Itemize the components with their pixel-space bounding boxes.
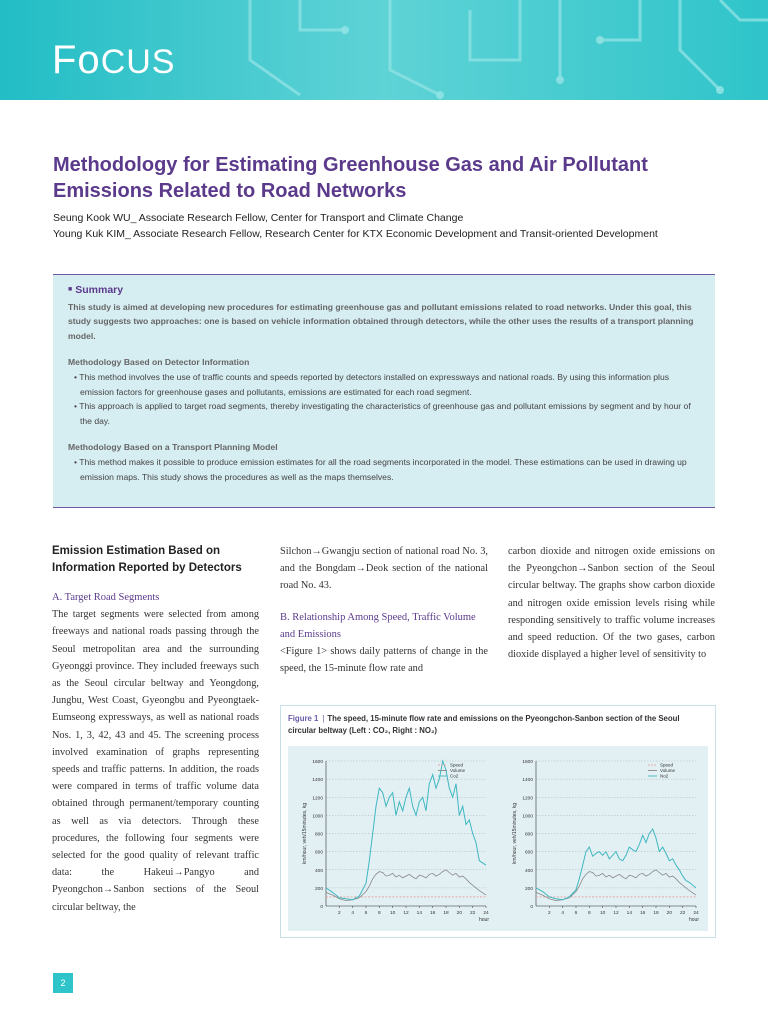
- y-tick-label: 0: [320, 905, 323, 910]
- y-tick-label: 200: [314, 886, 323, 892]
- paragraph: <Figure 1> shows daily patterns of change in the speed, the 15-minute flow rate and: [280, 646, 488, 675]
- y-tick-label: 1400: [522, 778, 533, 784]
- header-banner: [0, 0, 768, 100]
- body-column-2: [280, 543, 488, 677]
- body-column-3: [508, 543, 715, 663]
- figure-separator: |: [322, 714, 325, 723]
- paragraph: Silchon→Gwangju section of national road No. 3, and the Bongdam→Deok section of the national road No. 43.: [280, 546, 488, 592]
- x-tick-label: 6: [364, 911, 368, 916]
- summary-bullet: • This approach is applied to target road segments, thereby investigating the characteristics of greenhouse gas and pollutant emissions by segment and by hour of the day.: [74, 401, 691, 426]
- y-tick-label: 1600: [522, 760, 533, 765]
- y-tick-label: 1400: [312, 778, 323, 784]
- x-tick-label: 24: [483, 911, 489, 916]
- x-tick-label: 22: [679, 911, 686, 916]
- legend-label: Speed: [450, 762, 464, 768]
- y-tick-label: 800: [524, 832, 533, 838]
- summary-box: [53, 274, 715, 508]
- figure-label: Figure 1: [288, 714, 319, 723]
- y-tick-label: 400: [524, 868, 533, 874]
- y-axis-label: km/hour, veh/15minutes, kg: [512, 802, 518, 865]
- paragraph: carbon dioxide and nitrogen oxide emissions on the Pyeongchon→Sanbon section of the Seoul circular beltway. The graphs show carbon dioxide and nitrogen oxide emission levels rising while responding sensitively to traffic volume increases and speed reduction. Of the two gases, carbon dioxide displayed a higher level of sensitivity to: [508, 546, 715, 661]
- x-axis-label: hour: [478, 917, 490, 923]
- y-tick-label: 1000: [312, 814, 323, 820]
- author-line: Seung Kook WU_ Associate Research Fellow, Center for Transport and Climate Change: [53, 212, 464, 224]
- x-tick-label: 16: [429, 911, 436, 916]
- summary-subheading: Methodology Based on Detector Information: [68, 357, 250, 368]
- x-tick-label: 12: [403, 911, 409, 916]
- y-tick-label: 1200: [522, 796, 533, 802]
- x-axis-label: hour: [688, 917, 700, 923]
- y-tick-label: 1600: [312, 760, 323, 765]
- x-tick-label: 2: [547, 911, 551, 916]
- figure-chart-area: [288, 746, 708, 931]
- y-axis-label: km/hour, veh/15minutes, kg: [302, 802, 308, 865]
- chart-panel-2: [512, 759, 699, 923]
- body-heading: Emission Estimation Based on Information Reported by Detectors: [52, 545, 242, 574]
- subheading-a: A. Target Road Segments: [52, 592, 160, 603]
- figure-1: [280, 705, 716, 938]
- x-tick-label: 2: [337, 911, 341, 916]
- x-tick-label: 22: [469, 911, 476, 916]
- series-line-volume: [536, 870, 696, 901]
- summary-heading: ■ Summary: [68, 284, 124, 296]
- summary-intro: This study is aimed at developing new procedures for estimating greenhouse gas and pollutant emissions related to road networks. Under this goal, this study suggests two approaches: one is based on vehicle information obtained through detectors, while the other uses the results of a transport planning model.: [68, 301, 694, 341]
- x-tick-label: 16: [639, 911, 646, 916]
- charts-svg: [288, 746, 708, 931]
- subheading-b: B. Relationship Among Speed, Traffic Volume and Emissions: [280, 611, 476, 640]
- x-tick-label: 14: [626, 911, 633, 916]
- paragraph: The target segments were selected from among freeways and national roads passing through the Seoul metropolitan area and the surrounding Gyeonggi province. They included freeways such as the Seoul circular beltway and Yeongdong, Jungbu, West Coast, Gyeongbu and Pyeongtaek-Eumseong expressways, as well as national roads Nos. 1, 3, 42, 43 and 45. The screening process involved examination of graphs representing speeds and traffic patterns. In addition, the roads were compared in terms of traffic volume data obtained through permanent/temporary counting as well as via detectors. Through these procedures, the following four segments were selected for the good quality of relevant traffic data: the Hakeui→Pangyo and Pyeongchon→Sanbon sections of the Seoul circular beltway, the: [52, 609, 259, 913]
- x-tick-label: 10: [599, 911, 606, 916]
- y-tick-label: 1200: [312, 796, 323, 802]
- y-tick-label: 600: [524, 850, 533, 856]
- x-tick-label: 10: [389, 911, 396, 916]
- page-number: 2: [53, 973, 73, 993]
- legend-label: Co2: [450, 773, 459, 779]
- summary-bullet: • This method makes it possible to produce emission estimates for all the road segments incorporated in the model. These estimations can be used in drawing up emission maps. This study shows the procedures as well as the maps themselves.: [74, 456, 687, 482]
- y-tick-label: 600: [314, 850, 323, 856]
- x-tick-label: 20: [456, 911, 463, 916]
- article-title: Methodology for Estimating Greenhouse Gas and Air Pollutant Emissions Related to Road Networks: [53, 154, 648, 202]
- x-tick-label: 8: [377, 911, 381, 916]
- y-tick-label: 400: [314, 868, 323, 874]
- x-tick-label: 18: [653, 911, 659, 916]
- y-tick-label: 800: [314, 832, 323, 838]
- y-tick-label: 200: [524, 886, 533, 892]
- x-tick-label: 24: [693, 911, 699, 916]
- x-tick-label: 18: [443, 911, 449, 916]
- summary-bullet: • This method involves the use of traffic counts and speeds reported by detectors installed on expressways and national roads. By using this information plus emission factors for greenhouse gases and pollutants, emissions are estimated for each road segment.: [74, 371, 670, 397]
- legend-label: No2: [660, 773, 669, 779]
- legend-label: Volume: [660, 768, 676, 774]
- series-line-no2: [536, 829, 696, 900]
- x-tick-label: 8: [587, 911, 591, 916]
- x-tick-label: 20: [666, 911, 673, 916]
- x-tick-label: 4: [561, 911, 565, 916]
- summary-bullet-icon: ■: [68, 286, 73, 293]
- summary-subheading: Methodology Based on a Transport Planning Model: [68, 442, 278, 453]
- figure-caption: [288, 713, 708, 737]
- y-tick-label: 1000: [522, 814, 533, 820]
- x-tick-label: 6: [574, 911, 578, 916]
- chart-panel-1: [302, 759, 489, 923]
- legend-label: Speed: [660, 762, 674, 768]
- y-tick-label: 0: [530, 905, 533, 910]
- section-title-small: CUS: [100, 43, 176, 81]
- legend-label: Volume: [450, 768, 466, 774]
- x-tick-label: 4: [351, 911, 355, 916]
- x-tick-label: 14: [416, 911, 423, 916]
- series-line-co2: [326, 761, 486, 900]
- section-title: [52, 40, 175, 80]
- section-title-big: Fo: [52, 38, 101, 82]
- figure-caption-text: The speed, 15-minute flow rate and emissions on the Pyeongchon-Sanbon section of the Seoul circular beltway (Left : CO₂, Right : NO₂): [288, 714, 680, 735]
- x-tick-label: 12: [613, 911, 619, 916]
- series-line-volume: [326, 870, 486, 901]
- author-line: Young Kuk KIM_ Associate Research Fellow, Research Center for KTX Economic Development and Transit-oriented Development: [53, 228, 658, 240]
- body-column-1: [52, 543, 259, 916]
